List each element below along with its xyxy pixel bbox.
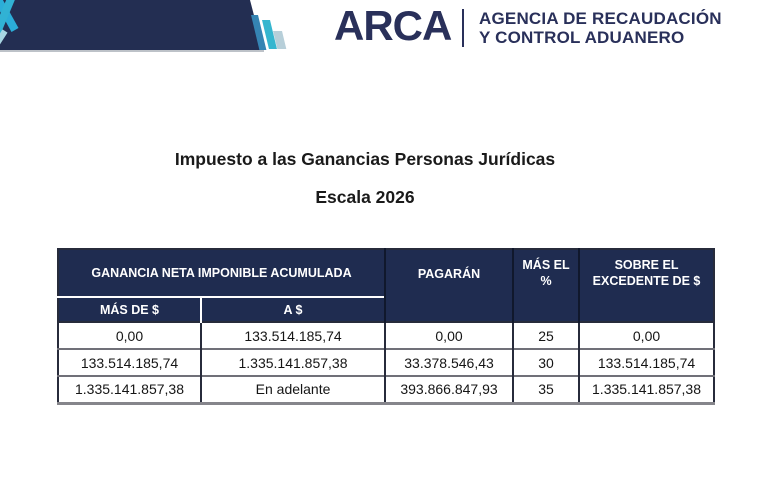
header-mas-el-pct: MÁS EL % — [513, 249, 579, 322]
header-ganancia-neta: GANANCIA NETA IMPONIBLE ACUMULADA — [58, 249, 385, 297]
table-body — [58, 322, 714, 403]
table-cell: 30 — [513, 349, 579, 376]
heading-block — [0, 148, 730, 208]
arca-logo-text: ARCA — [334, 2, 452, 49]
header-pagaran: PAGARÁN — [385, 249, 513, 322]
table-cell: 133.514.185,74 — [579, 349, 714, 376]
table-cell: 33.378.546,43 — [385, 349, 513, 376]
table-cell: 0,00 — [385, 322, 513, 349]
table-cell: 25 — [513, 322, 579, 349]
header-a: A $ — [201, 297, 385, 322]
table-cell: 1.335.141.857,38 — [58, 376, 201, 403]
banner-shadow — [0, 50, 264, 52]
header-mas-de: MÁS DE $ — [58, 297, 201, 322]
logo-divider — [462, 9, 464, 47]
page-title: Impuesto a las Ganancias Personas Jurídicas — [174, 149, 556, 169]
table-cell: 393.866.847,93 — [385, 376, 513, 403]
table-header — [58, 249, 714, 322]
table-row — [58, 322, 714, 349]
table-cell: 1.335.141.857,38 — [579, 376, 714, 403]
table-cell: 133.514.185,74 — [201, 322, 385, 349]
table-cell: 0,00 — [579, 322, 714, 349]
tax-scale-table — [57, 248, 715, 405]
logo-tagline — [479, 9, 722, 47]
page-subtitle: Escala 2026 — [315, 187, 415, 207]
arca-x-icon — [0, 0, 30, 50]
table-cell: 1.335.141.857,38 — [201, 349, 385, 376]
header-sobre-excedente: SOBRE EL EXCEDENTE DE $ — [579, 249, 714, 322]
table-row — [58, 349, 714, 376]
table-row — [58, 376, 714, 403]
table-cell: 35 — [513, 376, 579, 403]
logo-tagline-line2: Y CONTROL ADUANERO — [479, 28, 685, 47]
table-cell: En adelante — [201, 376, 385, 403]
table-cell: 0,00 — [58, 322, 201, 349]
arca-banner-graphic — [0, 0, 268, 50]
logo-tagline-line1: AGENCIA DE RECAUDACIÓN — [479, 9, 722, 28]
table-cell: 133.514.185,74 — [58, 349, 201, 376]
